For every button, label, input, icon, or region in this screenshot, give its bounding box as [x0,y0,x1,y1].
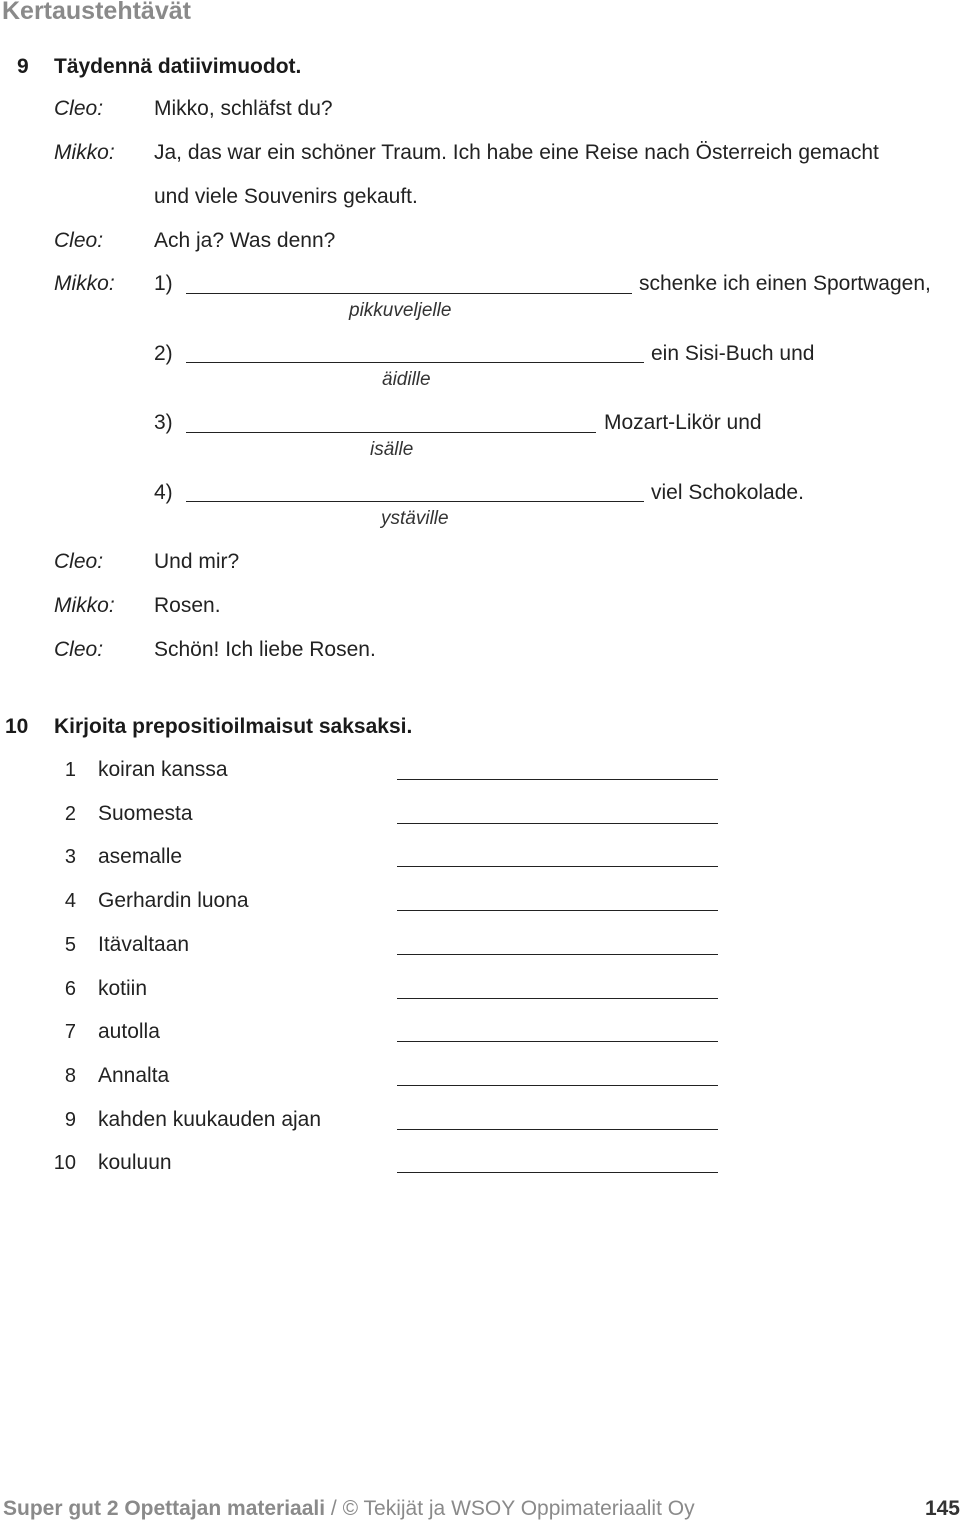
answer-blank[interactable] [397,1041,718,1042]
exercise-9-number: 9 [17,55,29,78]
dialogue-line: Schön! Ich liebe Rosen. [154,638,376,661]
speaker-label: Cleo: [54,550,104,573]
speaker-label: Cleo: [54,229,104,252]
item-number: 1 [64,759,76,781]
item-number: 3 [64,846,76,868]
blank-hint: ystäville [381,508,449,529]
item-number: 5 [64,934,76,956]
footer-credit [3,1497,695,1521]
answer-blank[interactable] [397,779,718,780]
answer-blank[interactable] [186,432,596,433]
dialogue-line: Ach ja? Was denn? [154,229,336,252]
dialogue-line-continuation: und viele Souvenirs gekauft. [154,185,418,208]
blank-number: 1) [154,272,173,295]
item-text: kotiin [98,977,148,1000]
blank-hint: äidille [382,369,431,390]
item-number: 7 [64,1021,76,1043]
exercise-10-number: 10 [5,715,29,738]
answer-blank[interactable] [397,1129,718,1130]
exercise-9-title: Täydennä datiivimuodot. [54,55,302,78]
blank-number: 4) [154,481,173,504]
speaker-label: Cleo: [54,638,104,661]
item-text: kouluun [98,1151,172,1174]
footer-copyright: © Tekijät ja WSOY Oppimateriaalit Oy [342,1497,695,1520]
item-number: 6 [64,978,76,1000]
item-text: autolla [98,1020,160,1043]
item-text: Gerhardin luona [98,889,249,912]
answer-blank[interactable] [397,866,718,867]
blank-hint: pikkuveljelle [349,300,452,321]
item-number: 2 [64,803,76,825]
speaker-label: Cleo: [54,97,104,120]
speaker-label: Mikko: [54,141,115,164]
page-number: 145 [924,1497,960,1520]
item-text: kahden kuukauden ajan [98,1108,322,1131]
answer-blank[interactable] [397,1172,718,1173]
answer-blank[interactable] [186,293,632,294]
item-number: 10 [53,1152,76,1174]
blank-after-text: Mozart-Likör und [604,411,762,434]
blank-after-text: schenke ich einen Sportwagen, [639,272,931,295]
speaker-label: Mikko: [54,272,115,295]
item-number: 4 [64,890,76,912]
item-number: 9 [64,1109,76,1131]
blank-number: 2) [154,342,173,365]
answer-blank[interactable] [397,954,718,955]
blank-number: 3) [154,411,173,434]
answer-blank[interactable] [397,823,718,824]
dialogue-line: Ja, das war ein schöner Traum. Ich habe eine Reise nach Österreich gemacht [154,141,879,164]
answer-blank[interactable] [397,910,718,911]
answer-blank[interactable] [397,1085,718,1086]
dialogue-line: Mikko, schläfst du? [154,97,333,120]
section-title: Kertaustehtävät [2,0,191,25]
item-text: Itävaltaan [98,933,190,956]
blank-after-text: viel Schokolade. [651,481,804,504]
footer-separator: / [325,1497,343,1520]
item-number: 8 [64,1065,76,1087]
item-text: asemalle [98,845,183,868]
dialogue-line: Und mir? [154,550,240,573]
item-text: Annalta [98,1064,170,1087]
blank-after-text: ein Sisi-Buch und [651,342,815,365]
answer-blank[interactable] [186,501,644,502]
dialogue-line: Rosen. [154,594,221,617]
blank-hint: isälle [370,439,414,460]
item-text: koiran kanssa [98,758,228,781]
footer-book-title: Super gut 2 Opettajan materiaali [3,1497,326,1520]
item-text: Suomesta [98,802,193,825]
speaker-label: Mikko: [54,594,115,617]
exercise-10-title: Kirjoita prepositioilmaisut saksaksi. [54,715,413,738]
answer-blank[interactable] [397,998,718,999]
answer-blank[interactable] [186,362,644,363]
